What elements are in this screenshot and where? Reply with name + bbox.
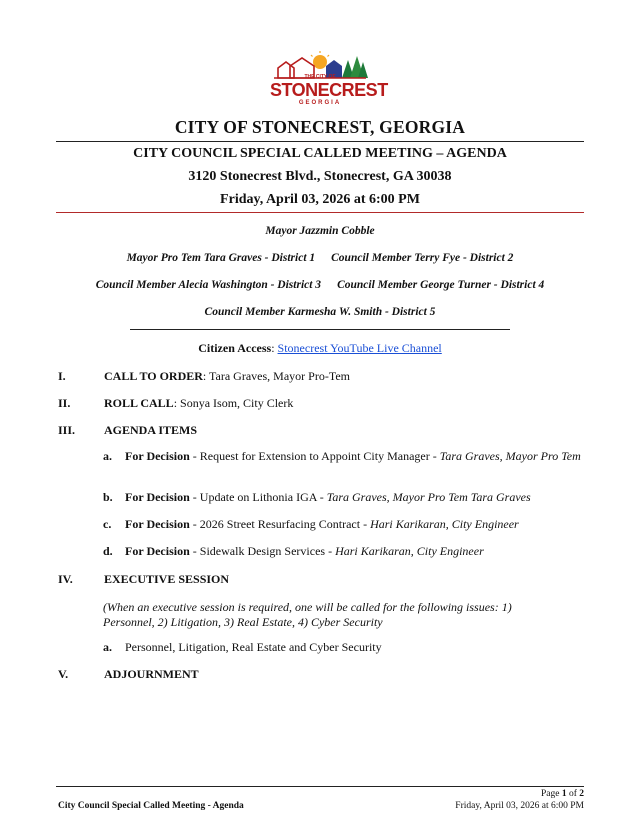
item-presenter: Hari Karikaran, City Engineer (370, 517, 519, 531)
footer-title: City Council Special Called Meeting - Agenda (58, 801, 244, 811)
youtube-channel-link[interactable]: Stonecrest YouTube Live Channel (277, 341, 442, 355)
official-district-3: Council Member Alecia Washington - District 3 (95, 279, 322, 291)
officials-divider (130, 329, 510, 330)
officials-row-4 (0, 306, 640, 318)
item-presenter: Hari Karikaran, City Engineer (335, 544, 484, 558)
item-type: For Decision (125, 490, 190, 504)
page-of: of (566, 789, 580, 799)
city-logo (270, 50, 388, 112)
item-presenter: Tara Graves, Mayor Pro Tem (439, 449, 581, 463)
citizen-access-label: Citizen Access (198, 341, 272, 355)
section-number: III. (58, 423, 76, 437)
item-letter: a. (103, 449, 112, 463)
item-letter: a. (103, 640, 112, 654)
logo-name: STONECREST (270, 80, 388, 100)
section-number: I. (58, 369, 66, 383)
city-title: CITY OF STONECREST, GEORGIA (174, 117, 466, 137)
officials-row-2 (0, 252, 640, 264)
page-number (541, 789, 584, 799)
header-divider (56, 212, 584, 213)
footer-date: Friday, April 03, 2026 at 6:00 PM (455, 801, 584, 811)
section-title: ROLL CALL (104, 396, 174, 410)
logo-top-text: THE CITY OF (304, 74, 336, 80)
executive-session-note: (When an executive session is required, one will be called for the following issues: 1) Personnel, 2) Litigation, 3) Real Estate, 4) Cyber Security (103, 600, 512, 629)
section-detail: : Sonya Isom, City Clerk (173, 396, 294, 410)
page-prefix: Page (540, 789, 562, 799)
section-title: AGENDA ITEMS (104, 423, 198, 437)
meeting-address: 3120 Stonecrest Blvd., Stonecrest, GA 30038 (188, 169, 452, 184)
item-letter: b. (103, 490, 113, 504)
meeting-title: CITY COUNCIL SPECIAL CALLED MEETING – AGENDA (133, 146, 507, 161)
section-title: ADJOURNMENT (104, 667, 199, 681)
footer-divider (56, 786, 584, 787)
item-description: - Request for Extension to Appoint City Manager - (189, 449, 440, 463)
page-total: 2 (579, 789, 584, 799)
item-type: For Decision (125, 449, 190, 463)
citizen-access (0, 341, 640, 356)
official-district-5: Council Member Karmesha W. Smith - District 5 (204, 306, 436, 318)
section-title: EXECUTIVE SESSION (104, 572, 230, 586)
section-number: II. (58, 396, 71, 410)
official-district-2: Council Member Terry Fye - District 2 (331, 252, 514, 264)
item-description: Personnel, Litigation, Real Estate and Cyber Security (125, 640, 382, 654)
item-letter: d. (103, 544, 113, 558)
item-description: - Sidewalk Design Services - (189, 544, 336, 558)
item-description: - 2026 Street Resurfacing Contract - (189, 517, 371, 531)
item-description: - Update on Lithonia IGA - (189, 490, 327, 504)
item-presenter: Tara Graves, Mayor Pro Tem Tara Graves (326, 490, 531, 504)
item-letter: c. (103, 517, 112, 531)
section-detail: : Tara Graves, Mayor Pro-Tem (202, 369, 350, 383)
meeting-date: Friday, April 03, 2026 at 6:00 PM (220, 192, 420, 207)
official-district-1: Mayor Pro Tem Tara Graves - District 1 (126, 252, 316, 264)
item-type: For Decision (125, 517, 190, 531)
title-divider (56, 141, 584, 142)
item-type: For Decision (125, 544, 190, 558)
page-current: 1 (561, 789, 567, 799)
officials-row-3 (0, 279, 640, 291)
citizen-access-separator: : (271, 341, 278, 355)
mayor-name: Mayor Jazzmin Cobble (265, 225, 375, 237)
logo-subtitle: GEORGIA (298, 100, 342, 106)
mayor-line (0, 225, 640, 237)
section-title: CALL TO ORDER (104, 369, 203, 383)
section-number: IV. (58, 572, 73, 586)
official-district-4: Council Member George Turner - District 4 (337, 279, 545, 291)
section-number: V. (58, 667, 69, 681)
